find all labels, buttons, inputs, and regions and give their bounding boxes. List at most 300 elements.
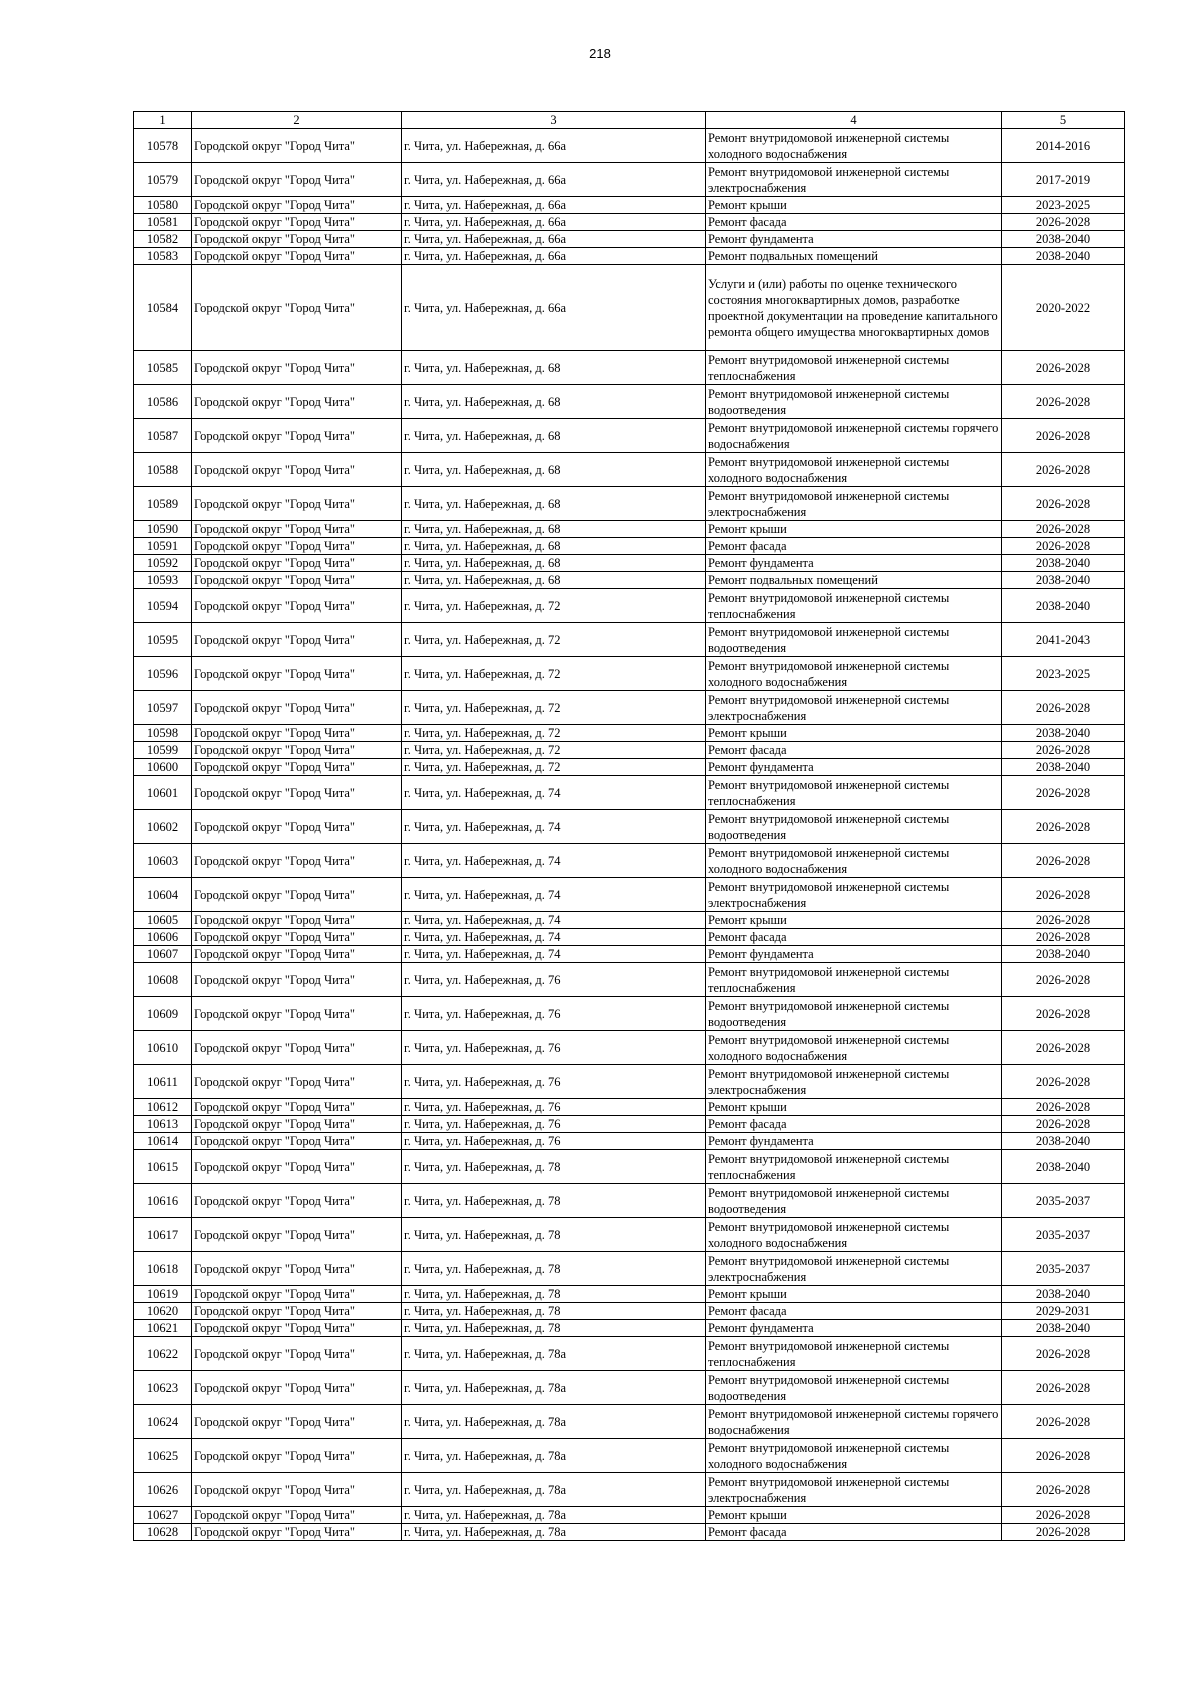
period-cell: 2038-2040 xyxy=(1002,759,1125,776)
address-cell: г. Чита, ул. Набережная, д. 68 xyxy=(402,351,706,385)
municipality-cell: Городской округ "Город Чита" xyxy=(192,385,402,419)
row-number-cell: 10579 xyxy=(134,163,192,197)
municipality-cell: Городской округ "Город Чита" xyxy=(192,623,402,657)
table-row xyxy=(134,453,1125,487)
period-cell: 2026-2028 xyxy=(1002,742,1125,759)
period-cell: 2026-2028 xyxy=(1002,691,1125,725)
municipality-cell: Городской округ "Город Чита" xyxy=(192,725,402,742)
row-number-cell: 10599 xyxy=(134,742,192,759)
table-row xyxy=(134,487,1125,521)
period-cell: 2026-2028 xyxy=(1002,538,1125,555)
address-cell: г. Чита, ул. Набережная, д. 68 xyxy=(402,487,706,521)
address-cell: г. Чита, ул. Набережная, д. 72 xyxy=(402,589,706,623)
period-cell: 2026-2028 xyxy=(1002,385,1125,419)
address-cell: г. Чита, ул. Набережная, д. 74 xyxy=(402,878,706,912)
table-row xyxy=(134,1507,1125,1524)
table-row xyxy=(134,589,1125,623)
address-cell: г. Чита, ул. Набережная, д. 74 xyxy=(402,912,706,929)
period-cell: 2038-2040 xyxy=(1002,1150,1125,1184)
row-number-cell: 10612 xyxy=(134,1099,192,1116)
work-type-cell: Ремонт внутридомовой инженерной системы водоотведения xyxy=(706,385,1002,419)
municipality-cell: Городской округ "Город Чита" xyxy=(192,810,402,844)
period-cell: 2026-2028 xyxy=(1002,453,1125,487)
period-cell: 2014-2016 xyxy=(1002,129,1125,163)
address-cell: г. Чита, ул. Набережная, д. 74 xyxy=(402,929,706,946)
column-header: 4 xyxy=(706,112,1002,129)
column-header: 1 xyxy=(134,112,192,129)
period-cell: 2026-2028 xyxy=(1002,963,1125,997)
table-row xyxy=(134,538,1125,555)
municipality-cell: Городской округ "Город Чита" xyxy=(192,1507,402,1524)
period-cell: 2017-2019 xyxy=(1002,163,1125,197)
table-row xyxy=(134,214,1125,231)
municipality-cell: Городской округ "Город Чита" xyxy=(192,1133,402,1150)
period-cell: 2026-2028 xyxy=(1002,1099,1125,1116)
municipality-cell: Городской округ "Город Чита" xyxy=(192,657,402,691)
period-cell: 2026-2028 xyxy=(1002,1524,1125,1541)
table-row xyxy=(134,1405,1125,1439)
address-cell: г. Чита, ул. Набережная, д. 74 xyxy=(402,776,706,810)
address-cell: г. Чита, ул. Набережная, д. 66а xyxy=(402,248,706,265)
table-row xyxy=(134,231,1125,248)
table-row xyxy=(134,1337,1125,1371)
work-type-cell: Ремонт внутридомовой инженерной системы холодного водоснабжения xyxy=(706,1439,1002,1473)
period-cell: 2026-2028 xyxy=(1002,1031,1125,1065)
address-cell: г. Чита, ул. Набережная, д. 78 xyxy=(402,1184,706,1218)
address-cell: г. Чита, ул. Набережная, д. 68 xyxy=(402,453,706,487)
table-row xyxy=(134,912,1125,929)
row-number-cell: 10597 xyxy=(134,691,192,725)
period-cell: 2038-2040 xyxy=(1002,555,1125,572)
period-cell: 2026-2028 xyxy=(1002,844,1125,878)
work-type-cell: Ремонт крыши xyxy=(706,1099,1002,1116)
repair-schedule-table xyxy=(133,111,1125,1541)
municipality-cell: Городской округ "Город Чита" xyxy=(192,742,402,759)
work-type-cell: Ремонт внутридомовой инженерной системы холодного водоснабжения xyxy=(706,1031,1002,1065)
row-number-cell: 10598 xyxy=(134,725,192,742)
period-cell: 2026-2028 xyxy=(1002,1473,1125,1507)
work-type-cell: Ремонт внутридомовой инженерной системы теплоснабжения xyxy=(706,776,1002,810)
table-row xyxy=(134,844,1125,878)
table-row xyxy=(134,776,1125,810)
row-number-cell: 10582 xyxy=(134,231,192,248)
row-number-cell: 10625 xyxy=(134,1439,192,1473)
row-number-cell: 10588 xyxy=(134,453,192,487)
row-number-cell: 10578 xyxy=(134,129,192,163)
municipality-cell: Городской округ "Город Чита" xyxy=(192,1524,402,1541)
row-number-cell: 10589 xyxy=(134,487,192,521)
work-type-cell: Ремонт крыши xyxy=(706,912,1002,929)
municipality-cell: Городской округ "Город Чита" xyxy=(192,487,402,521)
work-type-cell: Ремонт внутридомовой инженерной системы водоотведения xyxy=(706,810,1002,844)
row-number-cell: 10620 xyxy=(134,1303,192,1320)
period-cell: 2038-2040 xyxy=(1002,1320,1125,1337)
address-cell: г. Чита, ул. Набережная, д. 72 xyxy=(402,759,706,776)
address-cell: г. Чита, ул. Набережная, д. 78 xyxy=(402,1252,706,1286)
work-type-cell: Ремонт внутридомовой инженерной системы электроснабжения xyxy=(706,1065,1002,1099)
period-cell: 2026-2028 xyxy=(1002,878,1125,912)
address-cell: г. Чита, ул. Набережная, д. 66а xyxy=(402,214,706,231)
table-row xyxy=(134,1184,1125,1218)
work-type-cell: Ремонт внутридомовой инженерной системы электроснабжения xyxy=(706,691,1002,725)
period-cell: 2038-2040 xyxy=(1002,1133,1125,1150)
work-type-cell: Ремонт внутридомовой инженерной системы водоотведения xyxy=(706,1184,1002,1218)
table-row xyxy=(134,555,1125,572)
address-cell: г. Чита, ул. Набережная, д. 76 xyxy=(402,1031,706,1065)
work-type-cell: Ремонт внутридомовой инженерной системы водоотведения xyxy=(706,623,1002,657)
row-number-cell: 10590 xyxy=(134,521,192,538)
municipality-cell: Городской округ "Город Чита" xyxy=(192,878,402,912)
municipality-cell: Городской округ "Город Чита" xyxy=(192,538,402,555)
work-type-cell: Ремонт внутридомовой инженерной системы горячего водоснабжения xyxy=(706,1405,1002,1439)
table-body xyxy=(134,129,1125,1541)
municipality-cell: Городской округ "Город Чита" xyxy=(192,248,402,265)
address-cell: г. Чита, ул. Набережная, д. 78а xyxy=(402,1524,706,1541)
row-number-cell: 10584 xyxy=(134,265,192,351)
work-type-cell: Ремонт фасада xyxy=(706,1303,1002,1320)
municipality-cell: Городской округ "Город Чита" xyxy=(192,265,402,351)
table-row xyxy=(134,691,1125,725)
address-cell: г. Чита, ул. Набережная, д. 66а xyxy=(402,265,706,351)
period-cell: 2026-2028 xyxy=(1002,487,1125,521)
address-cell: г. Чита, ул. Набережная, д. 78 xyxy=(402,1320,706,1337)
municipality-cell: Городской округ "Город Чита" xyxy=(192,929,402,946)
work-type-cell: Ремонт подвальных помещений xyxy=(706,572,1002,589)
row-number-cell: 10607 xyxy=(134,946,192,963)
work-type-cell: Ремонт внутридомовой инженерной системы теплоснабжения xyxy=(706,589,1002,623)
table-row xyxy=(134,623,1125,657)
period-cell: 2026-2028 xyxy=(1002,810,1125,844)
municipality-cell: Городской округ "Город Чита" xyxy=(192,1150,402,1184)
municipality-cell: Городской округ "Город Чита" xyxy=(192,521,402,538)
period-cell: 2026-2028 xyxy=(1002,776,1125,810)
address-cell: г. Чита, ул. Набережная, д. 78 xyxy=(402,1286,706,1303)
address-cell: г. Чита, ул. Набережная, д. 66а xyxy=(402,129,706,163)
row-number-cell: 10596 xyxy=(134,657,192,691)
municipality-cell: Городской округ "Город Чита" xyxy=(192,1320,402,1337)
period-cell: 2035-2037 xyxy=(1002,1184,1125,1218)
period-cell: 2026-2028 xyxy=(1002,521,1125,538)
period-cell: 2026-2028 xyxy=(1002,1065,1125,1099)
municipality-cell: Городской округ "Город Чита" xyxy=(192,844,402,878)
column-header: 3 xyxy=(402,112,706,129)
period-cell: 2035-2037 xyxy=(1002,1218,1125,1252)
table-row xyxy=(134,1150,1125,1184)
address-cell: г. Чита, ул. Набережная, д. 68 xyxy=(402,572,706,589)
work-type-cell: Ремонт фасада xyxy=(706,1116,1002,1133)
work-type-cell: Ремонт крыши xyxy=(706,197,1002,214)
table-row xyxy=(134,963,1125,997)
table-header-row xyxy=(134,112,1125,129)
municipality-cell: Городской округ "Город Чита" xyxy=(192,997,402,1031)
address-cell: г. Чита, ул. Набережная, д. 76 xyxy=(402,1133,706,1150)
municipality-cell: Городской округ "Город Чита" xyxy=(192,1405,402,1439)
address-cell: г. Чита, ул. Набережная, д. 72 xyxy=(402,725,706,742)
municipality-cell: Городской округ "Город Чита" xyxy=(192,691,402,725)
table-row xyxy=(134,1065,1125,1099)
row-number-cell: 10587 xyxy=(134,419,192,453)
table-row xyxy=(134,1218,1125,1252)
municipality-cell: Городской округ "Город Чита" xyxy=(192,231,402,248)
address-cell: г. Чита, ул. Набережная, д. 68 xyxy=(402,555,706,572)
work-type-cell: Ремонт фасада xyxy=(706,929,1002,946)
table-row xyxy=(134,419,1125,453)
address-cell: г. Чита, ул. Набережная, д. 78а xyxy=(402,1473,706,1507)
address-cell: г. Чита, ул. Набережная, д. 72 xyxy=(402,742,706,759)
municipality-cell: Городской округ "Город Чита" xyxy=(192,129,402,163)
table-row xyxy=(134,657,1125,691)
table-row xyxy=(134,163,1125,197)
row-number-cell: 10608 xyxy=(134,963,192,997)
address-cell: г. Чита, ул. Набережная, д. 66а xyxy=(402,231,706,248)
address-cell: г. Чита, ул. Набережная, д. 74 xyxy=(402,844,706,878)
row-number-cell: 10621 xyxy=(134,1320,192,1337)
work-type-cell: Ремонт внутридомовой инженерной системы электроснабжения xyxy=(706,487,1002,521)
period-cell: 2023-2025 xyxy=(1002,197,1125,214)
municipality-cell: Городской округ "Город Чита" xyxy=(192,453,402,487)
municipality-cell: Городской округ "Город Чита" xyxy=(192,419,402,453)
work-type-cell: Ремонт внутридомовой инженерной системы электроснабжения xyxy=(706,1252,1002,1286)
row-number-cell: 10592 xyxy=(134,555,192,572)
period-cell: 2023-2025 xyxy=(1002,657,1125,691)
work-type-cell: Ремонт внутридомовой инженерной системы электроснабжения xyxy=(706,1473,1002,1507)
address-cell: г. Чита, ул. Набережная, д. 78а xyxy=(402,1405,706,1439)
row-number-cell: 10611 xyxy=(134,1065,192,1099)
municipality-cell: Городской округ "Город Чита" xyxy=(192,912,402,929)
table-row xyxy=(134,997,1125,1031)
table-row xyxy=(134,759,1125,776)
period-cell: 2026-2028 xyxy=(1002,1507,1125,1524)
municipality-cell: Городской округ "Город Чита" xyxy=(192,1439,402,1473)
municipality-cell: Городской округ "Город Чита" xyxy=(192,1371,402,1405)
address-cell: г. Чита, ул. Набережная, д. 76 xyxy=(402,1065,706,1099)
municipality-cell: Городской округ "Город Чита" xyxy=(192,589,402,623)
address-cell: г. Чита, ул. Набережная, д. 76 xyxy=(402,963,706,997)
period-cell: 2041-2043 xyxy=(1002,623,1125,657)
row-number-cell: 10591 xyxy=(134,538,192,555)
period-cell: 2026-2028 xyxy=(1002,1405,1125,1439)
work-type-cell: Ремонт внутридомовой инженерной системы водоотведения xyxy=(706,1371,1002,1405)
table-row xyxy=(134,742,1125,759)
table-row xyxy=(134,878,1125,912)
municipality-cell: Городской округ "Город Чита" xyxy=(192,1031,402,1065)
row-number-cell: 10603 xyxy=(134,844,192,878)
page-number: 218 xyxy=(589,46,611,61)
table-row xyxy=(134,1133,1125,1150)
work-type-cell: Ремонт фундамента xyxy=(706,1133,1002,1150)
table-row xyxy=(134,1031,1125,1065)
row-number-cell: 10613 xyxy=(134,1116,192,1133)
row-number-cell: 10615 xyxy=(134,1150,192,1184)
work-type-cell: Ремонт внутридомовой инженерной системы теплоснабжения xyxy=(706,351,1002,385)
table-row xyxy=(134,810,1125,844)
row-number-cell: 10581 xyxy=(134,214,192,231)
table-row xyxy=(134,946,1125,963)
address-cell: г. Чита, ул. Набережная, д. 78 xyxy=(402,1218,706,1252)
table-row xyxy=(134,521,1125,538)
row-number-cell: 10601 xyxy=(134,776,192,810)
period-cell: 2026-2028 xyxy=(1002,214,1125,231)
address-cell: г. Чита, ул. Набережная, д. 68 xyxy=(402,521,706,538)
address-cell: г. Чита, ул. Набережная, д. 78а xyxy=(402,1371,706,1405)
table-row xyxy=(134,1099,1125,1116)
address-cell: г. Чита, ул. Набережная, д. 72 xyxy=(402,623,706,657)
table-row xyxy=(134,248,1125,265)
municipality-cell: Городской округ "Город Чита" xyxy=(192,946,402,963)
municipality-cell: Городской округ "Город Чита" xyxy=(192,351,402,385)
work-type-cell: Ремонт крыши xyxy=(706,725,1002,742)
work-type-cell: Ремонт внутридомовой инженерной системы теплоснабжения xyxy=(706,963,1002,997)
work-type-cell: Ремонт фундамента xyxy=(706,231,1002,248)
address-cell: г. Чита, ул. Набережная, д. 72 xyxy=(402,691,706,725)
work-type-cell: Ремонт внутридомовой инженерной системы электроснабжения xyxy=(706,163,1002,197)
municipality-cell: Городской округ "Город Чита" xyxy=(192,963,402,997)
period-cell: 2038-2040 xyxy=(1002,231,1125,248)
row-number-cell: 10628 xyxy=(134,1524,192,1541)
municipality-cell: Городской округ "Город Чита" xyxy=(192,1065,402,1099)
table-row xyxy=(134,1286,1125,1303)
municipality-cell: Городской округ "Город Чита" xyxy=(192,1303,402,1320)
address-cell: г. Чита, ул. Набережная, д. 66а xyxy=(402,197,706,214)
table-row xyxy=(134,725,1125,742)
row-number-cell: 10604 xyxy=(134,878,192,912)
address-cell: г. Чита, ул. Набережная, д. 74 xyxy=(402,810,706,844)
work-type-cell: Ремонт крыши xyxy=(706,1507,1002,1524)
row-number-cell: 10610 xyxy=(134,1031,192,1065)
row-number-cell: 10602 xyxy=(134,810,192,844)
address-cell: г. Чита, ул. Набережная, д. 78 xyxy=(402,1150,706,1184)
work-type-cell: Ремонт внутридомовой инженерной системы водоотведения xyxy=(706,997,1002,1031)
period-cell: 2026-2028 xyxy=(1002,912,1125,929)
work-type-cell: Ремонт фасада xyxy=(706,1524,1002,1541)
row-number-cell: 10580 xyxy=(134,197,192,214)
address-cell: г. Чита, ул. Набережная, д. 78а xyxy=(402,1337,706,1371)
address-cell: г. Чита, ул. Набережная, д. 76 xyxy=(402,1099,706,1116)
table-row xyxy=(134,1303,1125,1320)
address-cell: г. Чита, ул. Набережная, д. 76 xyxy=(402,1116,706,1133)
work-type-cell: Ремонт фундамента xyxy=(706,759,1002,776)
work-type-cell: Ремонт фундамента xyxy=(706,1320,1002,1337)
table-row xyxy=(134,1371,1125,1405)
row-number-cell: 10624 xyxy=(134,1405,192,1439)
row-number-cell: 10583 xyxy=(134,248,192,265)
table-row xyxy=(134,1439,1125,1473)
row-number-cell: 10617 xyxy=(134,1218,192,1252)
municipality-cell: Городской округ "Город Чита" xyxy=(192,572,402,589)
period-cell: 2026-2028 xyxy=(1002,419,1125,453)
municipality-cell: Городской округ "Город Чита" xyxy=(192,555,402,572)
work-type-cell: Ремонт внутридомовой инженерной системы холодного водоснабжения xyxy=(706,844,1002,878)
period-cell: 2020-2022 xyxy=(1002,265,1125,351)
row-number-cell: 10606 xyxy=(134,929,192,946)
work-type-cell: Ремонт крыши xyxy=(706,521,1002,538)
row-number-cell: 10626 xyxy=(134,1473,192,1507)
period-cell: 2026-2028 xyxy=(1002,1337,1125,1371)
work-type-cell: Ремонт внутридомовой инженерной системы холодного водоснабжения xyxy=(706,453,1002,487)
address-cell: г. Чита, ул. Набережная, д. 68 xyxy=(402,538,706,555)
table-row xyxy=(134,197,1125,214)
period-cell: 2029-2031 xyxy=(1002,1303,1125,1320)
municipality-cell: Городской округ "Город Чита" xyxy=(192,1116,402,1133)
address-cell: г. Чита, ул. Набережная, д. 68 xyxy=(402,385,706,419)
period-cell: 2038-2040 xyxy=(1002,725,1125,742)
table-row xyxy=(134,129,1125,163)
address-cell: г. Чита, ул. Набережная, д. 72 xyxy=(402,657,706,691)
table-row xyxy=(134,1473,1125,1507)
table-row xyxy=(134,1252,1125,1286)
row-number-cell: 10600 xyxy=(134,759,192,776)
work-type-cell: Ремонт фасада xyxy=(706,742,1002,759)
period-cell: 2038-2040 xyxy=(1002,1286,1125,1303)
period-cell: 2026-2028 xyxy=(1002,929,1125,946)
address-cell: г. Чита, ул. Набережная, д. 68 xyxy=(402,419,706,453)
municipality-cell: Городской округ "Город Чита" xyxy=(192,1184,402,1218)
municipality-cell: Городской округ "Город Чита" xyxy=(192,197,402,214)
table-row xyxy=(134,265,1125,351)
row-number-cell: 10585 xyxy=(134,351,192,385)
address-cell: г. Чита, ул. Набережная, д. 76 xyxy=(402,997,706,1031)
table-row xyxy=(134,351,1125,385)
work-type-cell: Ремонт фундамента xyxy=(706,946,1002,963)
work-type-cell: Ремонт внутридомовой инженерной системы горячего водоснабжения xyxy=(706,419,1002,453)
work-type-cell: Ремонт внутридомовой инженерной системы теплоснабжения xyxy=(706,1337,1002,1371)
table-row xyxy=(134,1116,1125,1133)
municipality-cell: Городской округ "Город Чита" xyxy=(192,1473,402,1507)
row-number-cell: 10614 xyxy=(134,1133,192,1150)
period-cell: 2026-2028 xyxy=(1002,1116,1125,1133)
period-cell: 2026-2028 xyxy=(1002,351,1125,385)
column-header: 2 xyxy=(192,112,402,129)
work-type-cell: Ремонт внутридомовой инженерной системы электроснабжения xyxy=(706,878,1002,912)
row-number-cell: 10623 xyxy=(134,1371,192,1405)
municipality-cell: Городской округ "Город Чита" xyxy=(192,776,402,810)
work-type-cell: Ремонт подвальных помещений xyxy=(706,248,1002,265)
municipality-cell: Городской округ "Город Чита" xyxy=(192,1252,402,1286)
table-row xyxy=(134,929,1125,946)
work-type-cell: Ремонт фундамента xyxy=(706,555,1002,572)
municipality-cell: Городской округ "Город Чита" xyxy=(192,1099,402,1116)
row-number-cell: 10619 xyxy=(134,1286,192,1303)
period-cell: 2035-2037 xyxy=(1002,1252,1125,1286)
work-type-cell: Ремонт внутридомовой инженерной системы теплоснабжения xyxy=(706,1150,1002,1184)
column-header: 5 xyxy=(1002,112,1125,129)
row-number-cell: 10627 xyxy=(134,1507,192,1524)
row-number-cell: 10605 xyxy=(134,912,192,929)
row-number-cell: 10586 xyxy=(134,385,192,419)
table-row xyxy=(134,1524,1125,1541)
row-number-cell: 10616 xyxy=(134,1184,192,1218)
period-cell: 2026-2028 xyxy=(1002,997,1125,1031)
municipality-cell: Городской округ "Город Чита" xyxy=(192,214,402,231)
work-type-cell: Ремонт фасада xyxy=(706,214,1002,231)
period-cell: 2038-2040 xyxy=(1002,589,1125,623)
work-type-cell: Услуги и (или) работы по оценке технического состояния многоквартирных домов, разработке проектной документации на проведение капитального ремонта общего имущества многоквартирных домов xyxy=(706,265,1002,351)
municipality-cell: Городской округ "Город Чита" xyxy=(192,759,402,776)
municipality-cell: Городской округ "Город Чита" xyxy=(192,1286,402,1303)
period-cell: 2026-2028 xyxy=(1002,1371,1125,1405)
work-type-cell: Ремонт крыши xyxy=(706,1286,1002,1303)
work-type-cell: Ремонт внутридомовой инженерной системы холодного водоснабжения xyxy=(706,129,1002,163)
row-number-cell: 10622 xyxy=(134,1337,192,1371)
period-cell: 2038-2040 xyxy=(1002,248,1125,265)
address-cell: г. Чита, ул. Набережная, д. 74 xyxy=(402,946,706,963)
row-number-cell: 10593 xyxy=(134,572,192,589)
period-cell: 2026-2028 xyxy=(1002,1439,1125,1473)
municipality-cell: Городской округ "Город Чита" xyxy=(192,1337,402,1371)
work-type-cell: Ремонт внутридомовой инженерной системы холодного водоснабжения xyxy=(706,657,1002,691)
work-type-cell: Ремонт фасада xyxy=(706,538,1002,555)
row-number-cell: 10594 xyxy=(134,589,192,623)
